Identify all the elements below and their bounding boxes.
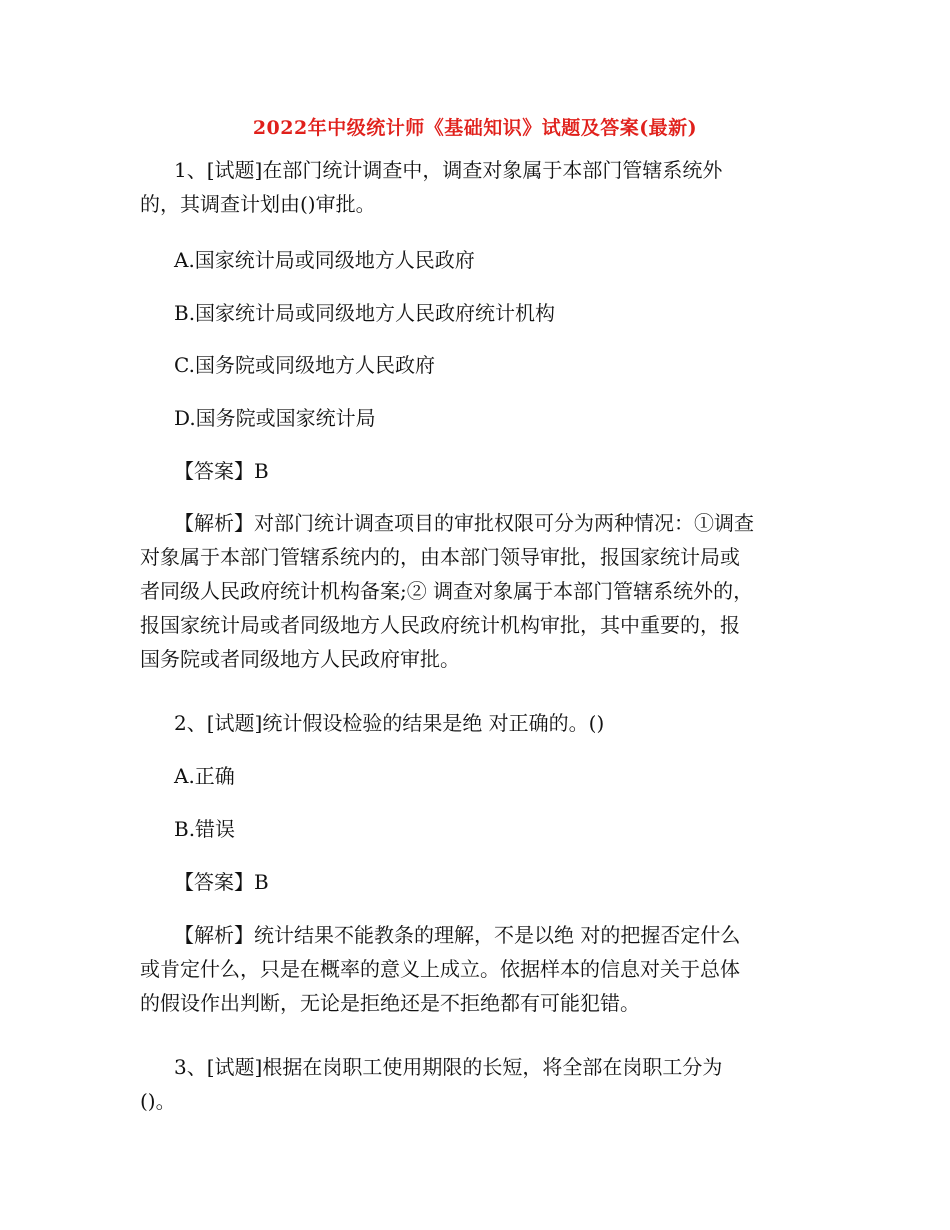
question-2-analysis-line-1: 【解析】统计结果不能教条的理解，不是以绝 对的把握否定什么 <box>174 923 741 947</box>
question-1-analysis-line-2: 对象属于本部门管辖系统内的，由本部门领导审批，报国家统计局或 <box>140 545 740 569</box>
question-3-stem-line-1: 3、[试题]根据在岗职工使用期限的长短，将全部在岗职工分为 <box>174 1055 723 1079</box>
question-2-analysis-line-3: 的假设作出判断，无论是拒绝还是不拒绝都有可能犯错。 <box>140 991 640 1015</box>
question-1-stem-line-2: 的，其调查计划由()审批。 <box>140 192 376 216</box>
question-2-stem-line-1: 2、[试题]统计假设检验的结果是绝 对正确的。() <box>174 711 605 735</box>
question-2-option-b: B.错误 <box>174 817 236 841</box>
question-1-option-d: D.国务院或国家统计局 <box>174 406 376 430</box>
question-1-analysis-line-3: 者同级人民政府统计机构备案;② 调查对象属于本部门管辖系统外的， <box>140 579 754 603</box>
question-1-answer: 【答案】B <box>174 459 269 483</box>
question-1-stem <box>140 153 800 221</box>
question-1-analysis-line-1: 【解析】对部门统计调查项目的审批权限可分为两种情况：①调查 <box>174 511 754 535</box>
question-3-stem <box>140 1050 800 1118</box>
question-2-analysis <box>140 918 800 1020</box>
question-2-stem <box>140 706 800 740</box>
question-1-stem-line-1: 1、[试题]在部门统计调查中，调查对象属于本部门管辖系统外 <box>174 158 723 182</box>
question-1-option-a: A.国家统计局或同级地方人民政府 <box>174 248 475 272</box>
question-3-stem-line-2: ()。 <box>140 1089 176 1113</box>
question-2-answer: 【答案】B <box>174 870 269 894</box>
question-1-option-c: C.国务院或同级地方人民政府 <box>174 353 435 377</box>
question-1-analysis-line-4: 报国家统计局或者同级地方人民政府统计机构审批，其中重要的，报 <box>140 613 740 637</box>
document-title: 2022年中级统计师《基础知识》试题及答案(最新) <box>252 117 698 139</box>
question-2-option-a: A.正确 <box>174 764 235 788</box>
question-1-analysis <box>140 506 800 676</box>
question-2-analysis-line-2: 或肯定什么，只是在概率的意义上成立。依据样本的信息对关于总体 <box>140 957 740 981</box>
question-1-analysis-line-5: 国务院或者同级地方人民政府审批。 <box>140 647 460 671</box>
question-1-option-b: B.国家统计局或同级地方人民政府统计机构 <box>174 301 556 325</box>
